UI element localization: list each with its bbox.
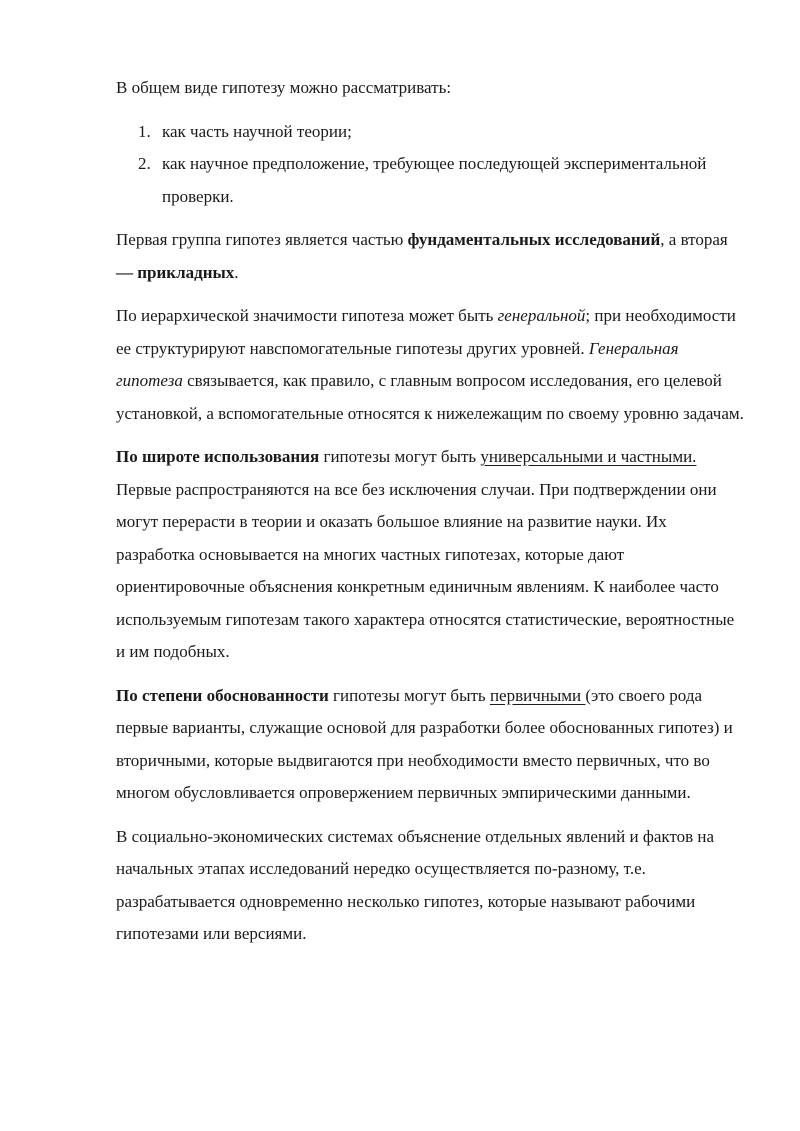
paragraph-groups [116, 224, 746, 289]
paragraph-breadth [116, 441, 746, 669]
text-run: ; при необходимости ее структурируют навспомогательные гипотезы других уровней. [116, 306, 736, 358]
text-run: . [234, 262, 239, 282]
paragraph-validity [116, 680, 746, 810]
list-item [116, 116, 746, 149]
text-run: , а вторая [660, 230, 728, 249]
italic-term-general: генеральной [497, 306, 586, 325]
italic-term-general-hypothesis: Генеральная гипотеза [116, 338, 679, 390]
paragraph-socioeconomic: В социально-экономических системах объяснение отдельных явлений и фактов на начальных этапах исследований нередко осуществляется по-разному, т.е. разрабатывается одновременно несколько гипотез, которые называют рабочими гипотезами или версиями. [116, 826, 715, 943]
bold-term-fundamental: фундаментальных исследований [407, 230, 661, 249]
paragraph-intro: В общем виде гипотезу можно рассматривать: [116, 78, 452, 97]
text-run: связывается, как правило, с главным вопросом исследования, его целевой установкой, а вспомогательные относятся к нижележащим по своему уровню задачам. [116, 371, 744, 423]
text-run: По иерархической значимости гипотеза может быть [116, 306, 498, 325]
hypothesis-view-list [116, 116, 746, 214]
list-item-number: 2. [138, 154, 151, 173]
document-page [116, 72, 746, 962]
list-item [116, 148, 746, 213]
bold-term-applied: — прикладных [116, 262, 235, 282]
paragraph-hierarchy [116, 300, 746, 430]
text-run: Первые распространяются на все без исключения случаи. При подтверждении они могут перерасти в теории и оказать большое влияние на развитие науки. Их разработка основывается на многих частных гипотезах, которые дают ориентировочные объяснения конкретным единичным явлениям. К наиболее часто используемым гипотезам такого характера относятся статистические, вероятностные и им подобных. [116, 479, 735, 661]
list-item-text: как научное предположение, требующее последующей экспериментальной проверки. [162, 154, 707, 206]
text-run: Первая группа гипотез является частью [116, 230, 408, 249]
bold-heading-breadth: По широте использования [116, 447, 320, 466]
list-item-text: как часть научной теории; [162, 121, 352, 141]
list-item-number: 1. [138, 121, 151, 141]
bold-heading-validity: По степени обоснованности [116, 685, 329, 705]
underlined-term-primary: первичными [489, 685, 586, 705]
text-run: (это своего рода первые варианты, служащие основой для разработки более обоснованных гипотез) и вторичными, которые выдвигаются при необходимости вместо первичных, что во многом обусловливается опровержением первичных эмпирическими данными. [116, 685, 733, 802]
text-run: гипотезы могут быть [328, 685, 490, 705]
underlined-term-universal: универсальными и частными. [480, 447, 697, 466]
text-run: гипотезы могут быть [319, 447, 481, 466]
